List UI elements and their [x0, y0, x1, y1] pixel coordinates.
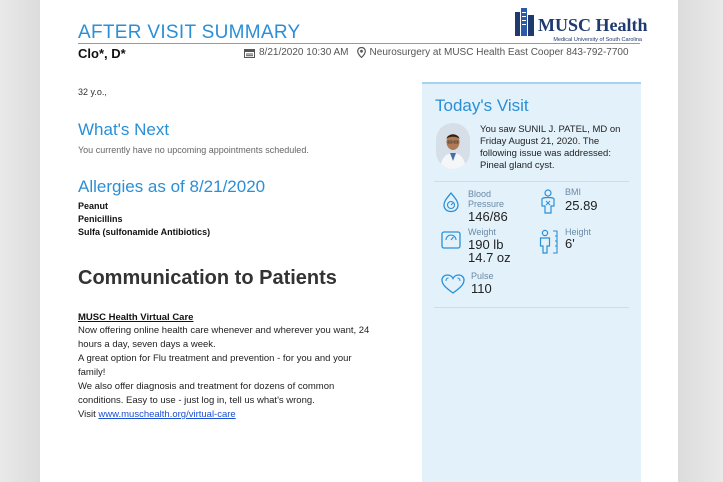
virtual-care-line: family! — [78, 367, 106, 378]
virtual-care-heading: MUSC Health Virtual Care — [78, 312, 194, 323]
musc-logo — [514, 6, 648, 43]
doctor-photo — [436, 123, 470, 169]
patient-age: 32 y.o., — [78, 87, 107, 97]
todays-visit-panel — [422, 82, 641, 482]
virtual-care-line: hours a day, seven days a week. — [78, 339, 216, 350]
vital-pulse — [440, 271, 530, 301]
pulse-heart-icon — [440, 273, 466, 295]
vital-weight — [440, 227, 530, 269]
building-logo-icon — [514, 6, 536, 36]
height-value: 6' — [565, 236, 575, 251]
vital-blood-pressure — [440, 189, 530, 225]
height-person-icon — [538, 229, 560, 255]
bmi-label: BMI — [565, 187, 582, 197]
communication-heading: Communication to Patients — [78, 267, 337, 289]
page-title: AFTER VISIT SUMMARY — [78, 22, 301, 43]
visit-location: Neurosurgery at MUSC Health East Cooper 843-792-7700 — [369, 47, 629, 58]
bmi-value: 25.89 — [565, 198, 598, 213]
pulse-label: Pulse — [471, 271, 494, 281]
whats-next-heading: What's Next — [78, 120, 170, 139]
allergy-item: Peanut — [78, 201, 109, 211]
patient-name: Clo*, D* — [78, 46, 126, 61]
virtual-care-line: Now offering online health care whenever and wherever you want, 24 — [78, 325, 370, 336]
weight-scale-icon — [440, 229, 462, 251]
virtual-care-line: A great option for Flu treatment and prevention - for you and your — [78, 353, 352, 364]
blood-pressure-icon — [440, 191, 462, 213]
weight-value-oz: 14.7 oz — [468, 250, 511, 265]
weight-value: 190 lb — [468, 237, 504, 252]
vital-height — [538, 227, 628, 257]
virtual-care-visit-line — [78, 409, 236, 420]
virtual-care-link[interactable]: www.muschealth.org/virtual-care — [98, 409, 236, 420]
weight-label: Weight — [468, 227, 496, 237]
logo-subtitle: Medical University of South Carolina — [553, 37, 642, 43]
document-page — [40, 0, 678, 482]
bp-label-2: Pressure — [468, 199, 505, 209]
header-divider — [78, 43, 640, 44]
panel-divider — [434, 181, 629, 182]
virtual-care-line: We also offer diagnosis and treatment for dozens of common — [78, 381, 335, 392]
height-label: Height — [565, 227, 592, 237]
whats-next-text: You currently have no upcoming appointments scheduled. — [78, 145, 309, 155]
allergy-item: Penicillins — [78, 214, 123, 224]
pulse-value: 110 — [471, 281, 492, 296]
visit-datetime: 8/21/2020 10:30 AM — [259, 47, 349, 58]
visit-prefix: Visit — [78, 409, 99, 420]
bmi-person-icon — [538, 189, 558, 215]
vital-bmi — [538, 187, 628, 217]
panel-divider — [434, 307, 629, 308]
visit-info — [244, 47, 629, 58]
calendar-icon — [244, 48, 255, 58]
location-pin-icon — [357, 47, 366, 58]
left-margin — [0, 0, 40, 482]
allergy-item: Sulfa (sulfonamide Antibiotics) — [78, 227, 211, 237]
todays-visit-heading: Today's Visit — [435, 96, 529, 115]
logo-name: MUSC Health — [538, 15, 648, 35]
allergies-heading: Allergies as of 8/21/2020 — [78, 177, 266, 196]
right-margin — [678, 0, 723, 482]
bp-value: 146/86 — [468, 209, 508, 224]
visit-summary: You saw SUNIL J. PATEL, MD on Friday August 21, 2020. The following issue was addressed: Pineal gland cyst. — [480, 124, 621, 171]
bp-label: Blood — [468, 189, 492, 199]
virtual-care-line: conditions. Easy to use - just log in, tell us what's wrong. — [78, 395, 315, 406]
